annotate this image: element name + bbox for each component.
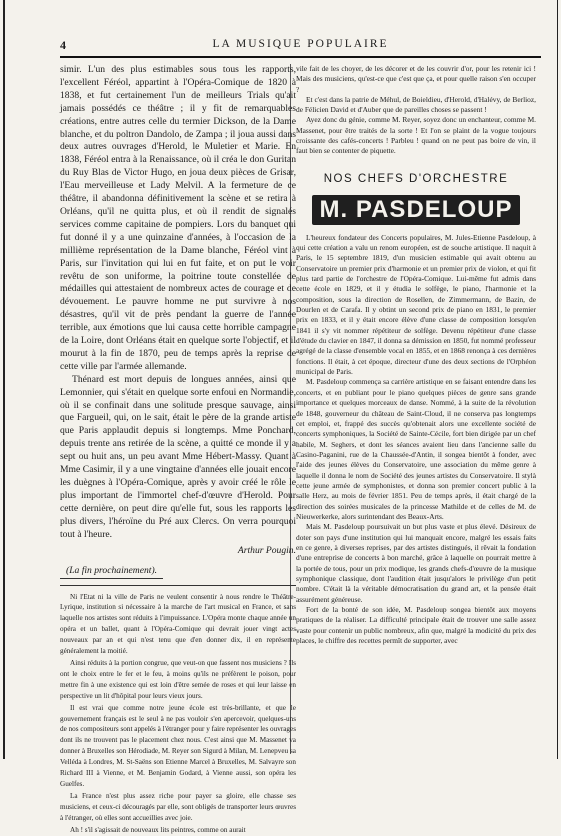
section-rule bbox=[60, 585, 296, 586]
left-column bbox=[60, 64, 296, 836]
note-paragraph: Ainsi réduits à la portion congrue, que veut-on que fassent nos musiciens ? Ils ont le choix entre le fer et le feu, à moins qu'ils ne préfèrent le poison, pour mettre fin à une existence qui est loin d'être semée de roses et qui leur laisse en perspective un lit d'hôpital pour leurs vieux jours. bbox=[60, 658, 296, 700]
page-header bbox=[60, 38, 541, 54]
header-rule bbox=[60, 56, 541, 58]
editorial-note bbox=[60, 592, 296, 836]
article-paragraph: simir. L'un des plus estimables sous tous les rapports, l'excellent Féréol, appartint à l'Opéra-Comique de 1820 à 1838, et fut certainement l'un de meilleurs Trials qu'ait jamais possédés ce théâtre ; il y fit de remarquables créations, entre autres celle du termier Dickson, de la Dame blanche, et du poltron Dandolo, de Zampa ; il joua aussi dans deux autres ouvrages d'Herold, le Muletier et Marie. En 1838, Féréol entra à la Renaissance, où il créa le don Guritan du Ruy Blas de Victor Hugo, en joua deux pièces de Grisar, l'Eau merveilleuse et Lady Melvil. A la fermeture de ce théâtre, il abandonna définitivement la scène et se retira à Orléans, qu'il ne quitta plus, et où il rendit de signalés services comme capitaine de pompiers. Lors du banquet qui fut donné il y a une quinzaine d'années, à l'occasion de la millième représentation de la Dame blanche, Féréol vint à Paris, sur l'invitation qui lui en fut faite, et on put le voir revêtu de son uniforme, la poitrine toute constellée de médailles qui attestaient de nombreux actes de courage et de dévouement. Le pauvre homme ne put survivre à nos désastres, qu'il vit de près pendant la guerre de l'année terrible, aux émotions que lui causa cette horrible campagne de la Loire, dont Orléans était en quelque sorte l'objectif, et il mourut à la fin de 1870, peu de temps après la reprise de cette ville par l'armée allemande. bbox=[60, 64, 296, 372]
note-paragraph: Et c'est dans la patrie de Méhul, de Boieldieu, d'Herold, d'Halévy, de Berlioz, de Félicien David et d'Auber que de pareilles choses se passent ! bbox=[296, 94, 536, 115]
pasdeloup-article bbox=[296, 233, 536, 647]
feature-title bbox=[296, 195, 536, 225]
feature-title-text: M. PASDELOUP bbox=[312, 195, 521, 225]
right-column bbox=[296, 64, 536, 646]
note-paragraph: vile fait de les choyer, de les décorer et de les couvrir d'or, pour les retenir ici ! Mais des musiciens, qu'est-ce que c'est que ça, et pour quelle raison s'en occuper ? bbox=[296, 64, 536, 94]
article-paragraph: Thénard est mort depuis de longues années, ainsi que Lemonnier, qui s'était en quelque sorte enfoui en Normandie, où il se confinait dans une solitude presque sauvage, ainsi que Fargueil, qui, on le sait, était le père de la grande artiste que Paris applaudit depuis si longtemps. Mme Ponchard, depuis trente ans retirée de la scène, a quitté ce monde il y a sept ou huit ans, un peu avant Mme Hébert-Massy. Quant à Mme Casimir, il y a une vingtaine d'années elle jouait encore les duègnes à l'Opéra-Comique, après y avoir créé le rôle le plus important de l'immortel chef-d'œuvre d'Herold. Pour cette dernière, on peut dire qu'elle fut, sous les rapports les plus divers, l'héroïne du Pré aux Clercs. On verra pourquoi tout à l'heure. bbox=[60, 373, 296, 540]
pougin-article bbox=[60, 64, 296, 542]
note-paragraph: Ni l'Etat ni la ville de Paris ne veulent consentir à nous rendre le Théâtre-Lyrique, institution si nécessaire à la marche de l'art musical en France, et sans laquelle nos artistes sont réduits à l'impuissance. L'Opéra monte chaque année un opéra et un ballet, quant à l'Opéra-Comique qui devrait jouer vingt actes nouveaux par an et qui n'est tenu que d'en donner dix, il en représente généralement la moitié. bbox=[60, 592, 296, 656]
note-paragraph: La France n'est plus assez riche pour payer sa gloire, elle chasse ses musiciens, et ceux-ci découragés par elle, sont obligés de transporter leurs œuvres à l'étranger, où elles sont accueillies avec joie. bbox=[60, 791, 296, 822]
note-paragraph: Ayez donc du génie, comme M. Reyer, soyez donc un enchanteur, comme M. Massenet, pour être traités de la sorte ! Et l'on se plaint de la vogue toujours croissante des cafés-concerts ! Parbleu ! quand on ne peut pas boire de vin, il faut bien se contenter de piquette. bbox=[296, 115, 536, 156]
binding-edge-line bbox=[3, 0, 5, 759]
article-paragraph: M. Pasdeloup commença sa carrière artistique en se faisant entendre dans les concerts, et en publiant pour le piano quelques pièces de genre sans grande importance et quelques morceaux de danse. Nommé, à la suite de la révolution de 1848, gouverneur du château de Saint-Cloud, il ne conserva pas longtemps cet emploi, et, frappé des succès qu'obtenait alors une excellente société de concerts symphoniques, la Société de Sainte-Cécile, fort bien dirigée par un chef habile, M. Seghers, et dont les séances avaient lieu dans l'ancienne salle du Casino-Paganini, rue de la Chaussée-d'Antin, il songea bientôt à fonder, avec l'aide des jeunes élèves du Conservatoire, une association du même genre à laquelle il donna le nom de Société des jeunes artistes du Conservatoire. Il stylà cette jeune armée de symphonistes, et donna son premier concert public à la salle Herz, au mois de février 1851. Peu de temps après, il était chargé de la direction des soirées musicales de la princesse Mathilde et de celles de M. de Nieuwerkerke, alors surintendant des Beaux-Arts. bbox=[296, 377, 536, 521]
running-title: LA MUSIQUE POPULAIRE bbox=[212, 38, 389, 50]
note-paragraph: Il est vrai que comme notre jeune école est très-brillante, et que le gouvernement français est le seul à ne pas vouloir s'en apercevoir, quelques-uns de nos compositeurs sont appelés à l'étranger pour y faire représenter les ouvrages dont ils ne trouvent pas le placement chez nous. C'est ainsi que M. Massenet va donner à Bruxelles son Hérodiade, M. Reyer son Sigurd à Milan, M. Lenepveu sa Velléda à Londres, M. St-Saëns son Etienne Marcel à Bruxelles, M. Salvayre son Richard III à Vienne, et M. Benjamin Godard, à Vienne aussi, son opéra les Guelfes. bbox=[60, 703, 297, 788]
page-number: 4 bbox=[60, 38, 66, 52]
page-edge-line bbox=[557, 0, 558, 759]
section-heading: NOS CHEFS D'ORCHESTRE bbox=[323, 172, 509, 185]
article-paragraph: L'heureux fondateur des Concerts populaires, M. Jules-Etienne Pasdeloup, à qui cette création a valu un renom européen, est de souche artistique. Il naquit à Paris, le 15 septembre 1819, d'un musicien estimable qui avait obtenu au Conservatoire un premier prix d'harmonie et un premier prix de violon, et qui fit plus tard partie de l'orchestre de l'Opéra-Comique. Lui-même fut admis dans cette école en 1829, et il y étudia le solfège, le piano, l'harmonie et la composition, sous la direction de Rosellen, de Zimmermann, de Bazin, de Dourlen et de Carafa. Il y obtint un second prix de piano en 1831, le premier prix en 1833, et il y était encore élève d'une classe de composition lorsqu'en 1841 il s'y vit nommer répétiteur de solfège. Devenu répétiteur d'une classe d'étude du clavier en 1847, il donna sa démission en 1850, fut nommé professeur agrégé de la classe d'ensemble vocal en 1855, et en 1868 renonça à ces dernières fonctions. Il était, à cet époque, directeur d'une des deux sections de l'Orphéon municipal de Paris. bbox=[296, 232, 536, 377]
article-paragraph: Fort de la bonté de son idée, M. Pasdeloup songea bientôt aux moyens pratiques de la réaliser. La difficulté principale était de trouver une salle assez vaste pour contenir un public nombreux, afin que, malgré la modicité du prix des places, le chiffre des recettes permît de supporter, avec bbox=[296, 605, 536, 646]
note-paragraph: Ah ! s'il s'agissait de nouveaux lits peintres, comme on aurait bbox=[70, 825, 246, 834]
continued-note: (La fin prochainement). bbox=[60, 564, 163, 579]
author-signature: Arthur Pougin. bbox=[237, 544, 296, 556]
article-paragraph: Mais M. Pasdeloup poursuivait un but plus vaste et plus élevé. Désireux de doter son pays d'une institution qui lui manquait encore, malgré les essais faits en ce genre, à diverses reprises, par des artistes distingués, il rêvait la fondation d'une entreprise de concerts à bon marché, grâce à laquelle on pourrait mettre à la portée de tous, pour un prix modique, les grands chefs-d'œuvre de la musique symphonique classique, dont l'audition était jusqu'alors le privilège d'un petit nombre. C'était là la véritable démocratisation du grand art, et la pensée était assurément généreuse. bbox=[296, 522, 536, 604]
editorial-note-continued bbox=[296, 64, 536, 157]
